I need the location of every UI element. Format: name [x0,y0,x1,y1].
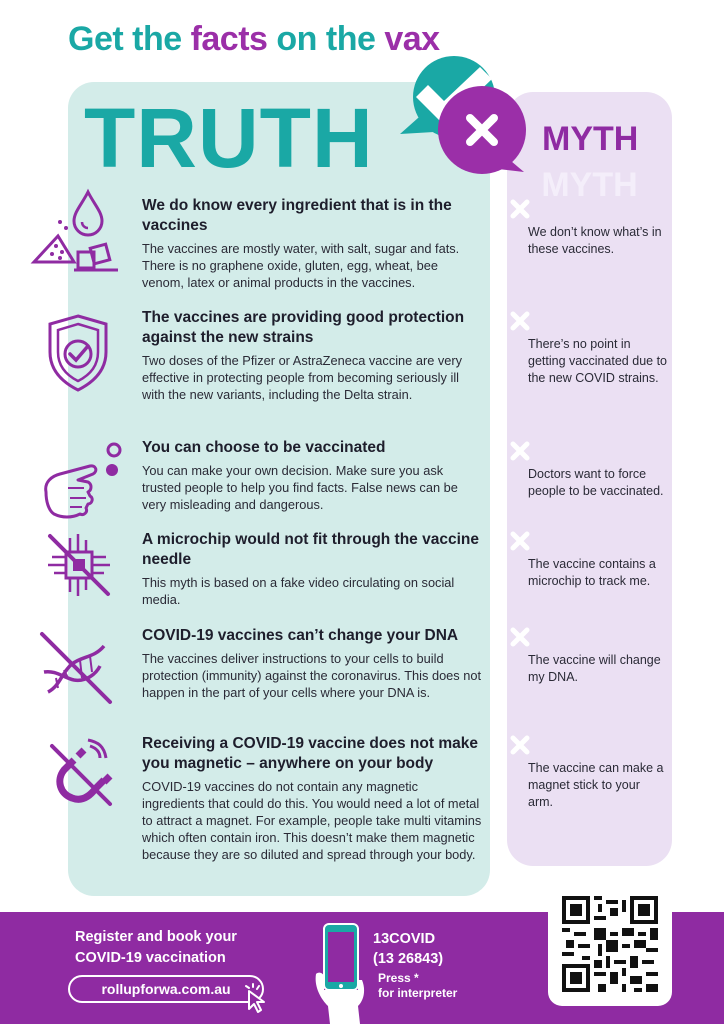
speech-bubbles-icon [394,52,534,176]
myth-item: The vaccine can make a magnet stick to your arm. [528,761,664,809]
no-microchip-icon [44,530,134,620]
qr-code-icon [562,896,658,992]
truth-item-microchip [142,530,482,608]
cross-icon [509,198,531,220]
truth-body: The vaccines deliver instructions to your cells to build protection (immunity) against the coronavirus. This does not happen in the part of your cells where your DNA is. [142,651,482,700]
truth-body: This myth is based on a fake video circulating on social media. [142,575,455,607]
myth-title-watermark: MYTH [541,168,638,198]
hotline-info [373,929,443,969]
hotline-number: (13 26843) [373,951,444,967]
register-line-1: Register and book your [75,929,237,945]
truth-body: COVID-19 vaccines do not contain any magnetic ingredients that could do this. You would need a lot of metal to attract a magnet. For example, people take multi vitamins which often contain iron. This doesn’t make them magnetic because they are so diluted and spread through your body. [142,779,482,862]
shield-check-icon [44,312,134,402]
cross-icon [509,626,531,648]
phone-in-hand-icon [312,914,370,1024]
press-line-2: for interpreter [378,986,458,1000]
page-headline [68,20,440,59]
truth-item-magnetic [142,734,482,863]
myth-item: The vaccine contains a microchip to track me. [528,557,656,588]
myth-item: There’s no point in getting vaccinated due to the new COVID strains. [528,337,667,385]
truth-heading: Receiving a COVID-19 vaccine does not make you magnetic – anywhere on your body [142,735,478,772]
cursor-click-icon [243,983,269,1013]
truth-item-choice [142,438,482,513]
register-line-2: COVID-19 vaccination [75,950,226,966]
interpreter-info [378,971,457,1001]
myth-title: MYTH [542,120,639,158]
hotline-name: 13COVID [373,931,436,947]
cross-icon [509,310,531,332]
cross-icon [509,440,531,462]
truth-heading: COVID-19 vaccines can’t change your DNA [142,627,459,644]
press-line-1: Press * [378,971,419,985]
myth-item: Doctors want to force people to be vaccinated. [528,467,664,498]
headline-part-4: vax [384,20,440,58]
myth-item: We don’t know what’s in these vaccines. [528,225,662,256]
truth-title: TRUTH [84,91,374,185]
website-link[interactable]: rollupforwa.com.au [68,975,264,1003]
truth-body: Two doses of the Pfizer or AstraZeneca vaccine are very effective in protecting people from becoming seriously ill with the new variants, including the Delta strain. [142,353,463,402]
truth-heading: The vaccines are providing good protection against the new strains [142,309,465,346]
truth-body: You can make your own decision. Make sure you ask trusted people to help you find facts. False news can be very misleading and dangerous. [142,463,458,512]
headline-part-1: Get the [68,20,191,58]
qr-code-card[interactable] [548,882,672,1006]
truth-item-ingredients [142,196,482,291]
truth-item-dna [142,626,482,701]
truth-heading: We do know every ingredient that is in the vaccines [142,197,452,234]
headline-part-3: on the [267,20,385,58]
pointing-hand-icon [38,438,128,528]
truth-heading: You can choose to be vaccinated [142,439,386,456]
no-magnet-icon [44,736,134,826]
truth-item-protection [142,308,482,403]
register-text [75,927,295,969]
truth-body: The vaccines are mostly water, with salt, sugar and fats. There is no graphene oxide, gluten, egg, wheat, bee venom, latex or animal products in the vaccines. [142,241,460,290]
ingredients-icon [30,188,120,278]
headline-part-2: facts [190,20,268,58]
no-dna-icon [34,626,124,716]
myth-item: The vaccine will change my DNA. [528,653,661,684]
cross-icon [509,530,531,552]
truth-heading: A microchip would not fit through the vaccine needle [142,531,479,568]
cross-icon [509,734,531,756]
